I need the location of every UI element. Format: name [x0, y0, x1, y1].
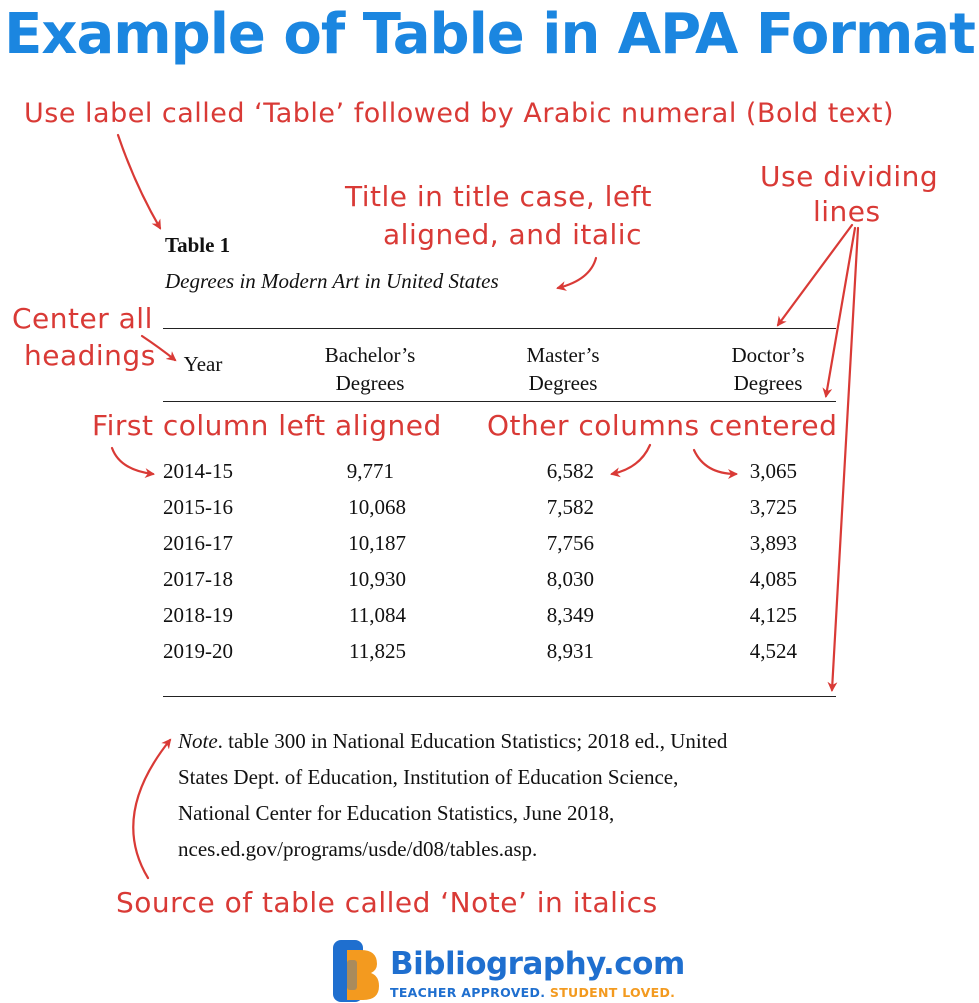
annotation-center-line1: Center all	[12, 302, 153, 335]
cell-masters: 6,582	[546, 459, 594, 483]
table-row	[0, 459, 979, 487]
header-masters	[493, 341, 633, 397]
table-row	[0, 531, 979, 559]
arrow-to-top-rule	[778, 225, 852, 325]
header-doctors	[698, 341, 838, 397]
cell-bachelors: 10,068	[348, 495, 406, 519]
table-row	[0, 639, 979, 667]
header-masters-line1: Master’s	[526, 343, 600, 367]
cell-bachelors: 9,771	[346, 459, 394, 483]
annotation-dividing-line2: lines	[813, 195, 881, 228]
table-bottom-rule	[163, 696, 836, 697]
cell-year: 2015-16	[163, 495, 233, 519]
table-row	[0, 603, 979, 631]
cell-bachelors: 11,825	[349, 639, 406, 663]
annotation-label-rule: Use label called ‘Table’ followed by Arabic numeral (Bold text)	[24, 98, 895, 129]
table-note	[178, 723, 727, 867]
arrow-to-note	[133, 740, 170, 878]
cell-year: 2017-18	[163, 567, 233, 591]
note-label: Note	[178, 729, 218, 753]
note-line-3: National Center for Education Statistics, June 2018,	[178, 801, 615, 825]
annotation-title-rule-line2: aligned, and italic	[383, 218, 642, 251]
header-masters-line2: Degrees	[528, 371, 598, 395]
header-bachelors	[300, 341, 440, 397]
header-year	[168, 350, 238, 378]
note-line-2: States Dept. of Education, Institution of Education Science,	[178, 765, 679, 789]
arrow-to-label	[118, 135, 160, 228]
page-title: Example of Table in APA Format	[4, 2, 975, 67]
cell-masters: 7,756	[546, 531, 594, 555]
cell-masters: 8,931	[546, 639, 594, 663]
cell-doctors: 3,065	[749, 459, 797, 483]
cell-doctors: 4,085	[749, 567, 797, 591]
annotation-other-columns: Other columns centered	[487, 409, 838, 442]
cell-doctors: 4,125	[749, 603, 797, 627]
cell-year: 2019-20	[163, 639, 233, 663]
table-label: Table 1	[165, 233, 231, 257]
brand-name: Bibliography.com	[390, 946, 685, 982]
bibliography-logo-icon	[333, 940, 381, 1002]
table-row	[0, 567, 979, 595]
cell-doctors: 3,893	[749, 531, 797, 555]
cell-bachelors: 11,084	[349, 603, 406, 627]
annotation-dividing-line1: Use dividing	[760, 160, 939, 193]
cell-year: 2014-15	[163, 459, 233, 483]
table-row	[0, 495, 979, 523]
note-line-1: Note. table 300 in National Education Statistics; 2018 ed., United	[178, 729, 728, 753]
table-title: Degrees in Modern Art in United States	[165, 269, 499, 293]
header-doctors-line1: Doctor’s	[731, 343, 805, 367]
header-doctors-line2: Degrees	[733, 371, 803, 395]
header-bachelors-line1: Bachelor’s	[324, 343, 416, 367]
brand-tagline	[390, 985, 675, 1000]
tagline-part2: STUDENT LOVED.	[549, 985, 676, 1000]
cell-year: 2018-19	[163, 603, 233, 627]
cell-year: 2016-17	[163, 531, 233, 555]
tagline-part1: TEACHER APPROVED.	[390, 985, 546, 1000]
annotation-title-rule-line1: Title in title case, left	[345, 180, 652, 213]
cell-masters: 7,582	[546, 495, 594, 519]
cell-masters: 8,030	[546, 567, 594, 591]
note-line-4: nces.ed.gov/programs/usde/d08/tables.asp.	[178, 837, 538, 861]
table-header-rule	[163, 401, 836, 402]
table-top-rule	[163, 328, 836, 329]
arrow-to-title	[558, 258, 596, 288]
header-year-label: Year	[183, 352, 223, 376]
cell-doctors: 4,524	[749, 639, 797, 663]
annotation-center-line2: headings	[24, 339, 156, 372]
annotation-source-rule: Source of table called ‘Note’ in italics	[116, 886, 658, 919]
cell-masters: 8,349	[546, 603, 594, 627]
cell-doctors: 3,725	[749, 495, 797, 519]
annotation-first-column: First column left aligned	[92, 409, 442, 442]
cell-bachelors: 10,187	[348, 531, 406, 555]
cell-bachelors: 10,930	[348, 567, 406, 591]
header-bachelors-line2: Degrees	[335, 371, 405, 395]
